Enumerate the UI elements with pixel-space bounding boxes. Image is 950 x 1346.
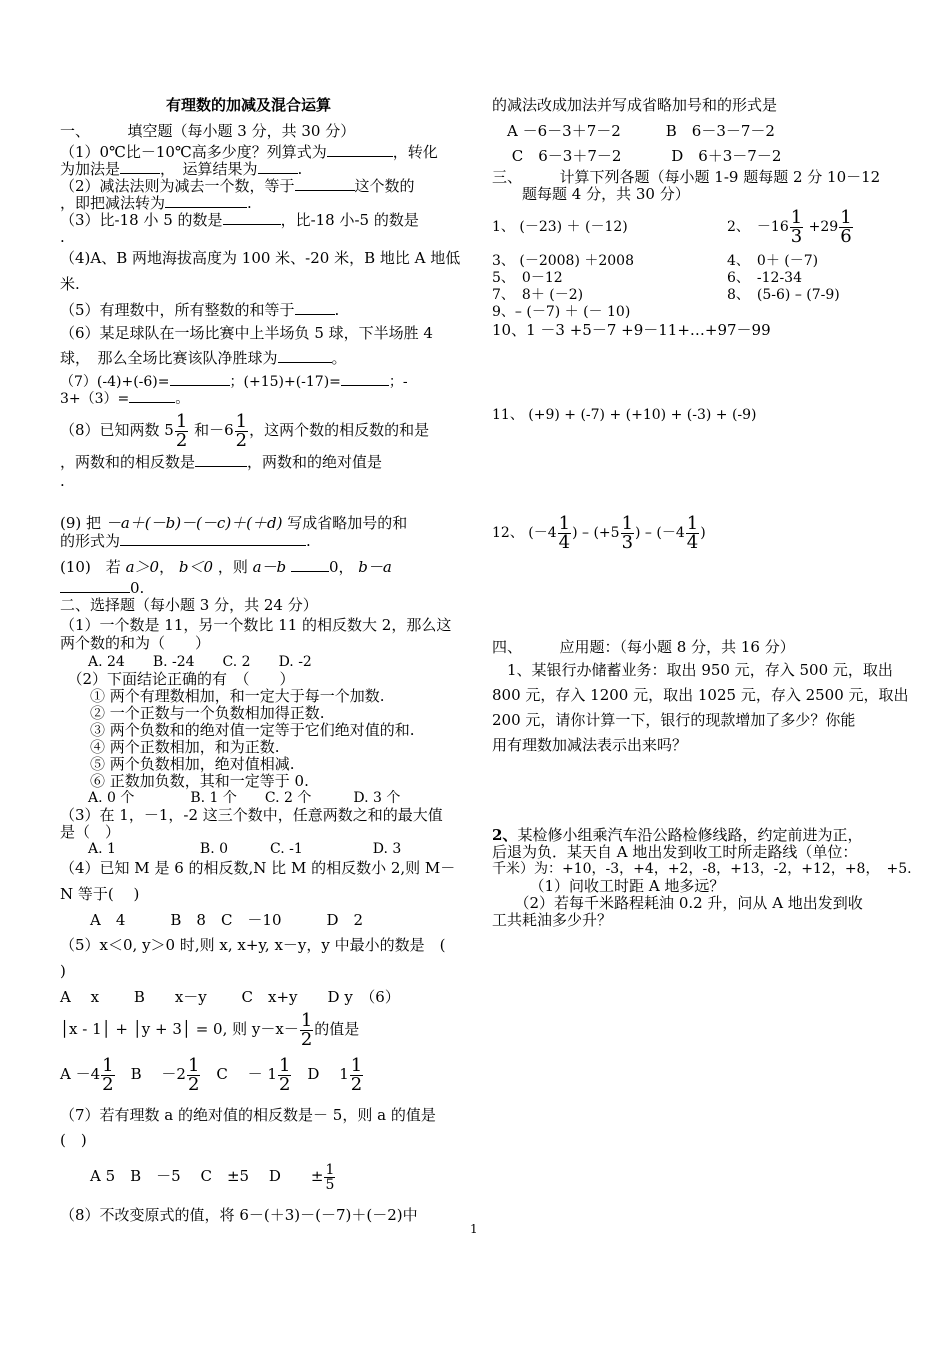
q10-line-2: 0.: [60, 579, 144, 597]
page-title: 有理数的加减及混合运算: [166, 96, 332, 114]
c2-item-2: ② 一个正数与一个负数相加得正数.: [60, 704, 325, 722]
section-4-heading: 四、 应用题：（每小题 8 分，共 16 分）: [492, 638, 795, 656]
c4-line-2: N 等于( ): [60, 885, 140, 903]
app-2-line-4: （1）问收工时距 A 地多远？: [492, 877, 725, 895]
fraction-one-half: $\frac{1}{2}$: [187, 1054, 200, 1095]
c2-options: A. 0 个 B. 1 个 C. 2 个 D. 3 个: [60, 790, 401, 806]
app-1-line-4: 用有理数加减法表示出来吗？: [492, 736, 688, 754]
c3-options: A. 1 B. 0 C. -1 D. 3: [60, 841, 402, 857]
q8-line-1: （8）已知两数 5 $\frac{1}{2}$ 和－6 $\frac{1}{2}$ ，这两个数的相反数的和是: [60, 410, 430, 451]
problem-10: 10、1 －3 +5－7 +9－11+…+97－99: [492, 321, 771, 339]
q2-line-2: ，即把减法转为 .: [60, 194, 252, 212]
c8-options-ab: A －6－3＋7－2 B 6－3－7－2: [492, 122, 775, 140]
problem-9: 9、– (－7) ＋ (－ 10): [492, 304, 631, 320]
q9-line-2: 的形式为 .: [60, 532, 311, 550]
fraction-one-half: $\frac{1}{2}$: [175, 410, 188, 451]
fraction-one-half: $\frac{1}{2}$: [235, 410, 248, 451]
app-2-line-1: 2、某检修小组乘汽车沿公路检修线路，约定前进为正，: [492, 826, 863, 844]
q9-line-1: (9) 把 －a＋(－b)－(－c)＋(＋d) 写成省略加号的和: [60, 514, 408, 532]
fraction-one-sixth: $\frac{1}{6}$: [840, 206, 852, 247]
fraction-one-half: $\frac{1}{2}$: [102, 1054, 114, 1095]
c5-line-1: （5）x＜0, y＞0 时,则 x, x+y, x－y，y 中最小的数是 (: [60, 936, 446, 954]
fraction-one-fifth: $\frac{1}{5}$: [325, 1161, 335, 1193]
c3-line-2: 是（ ）: [60, 823, 121, 841]
c2-item-3: ③ 两个负数和的绝对值一定等于它们绝对值的和.: [60, 721, 415, 739]
q1-line-1: （1）0℃比－10℃高多少度？列算式为 ，转化: [60, 143, 438, 161]
q3-line-2: .: [60, 228, 65, 246]
fraction-one-third: $\frac{1}{3}$: [790, 206, 803, 247]
q6-line-1: （6）某足球队在一场比赛中上半场负 5 球，下半场胜 4: [60, 324, 433, 342]
problem-7: 7、 8＋ (－2): [492, 287, 584, 303]
c6-expression: │x - 1│ + │y + 3│ = 0, 则 y－x－ $\frac{1}{2}$ 的值是: [60, 1009, 360, 1050]
c4-options: A 4 B 8 C －10 D 2: [60, 911, 364, 929]
c5-options: A x B x－y C x+y D y （6）: [60, 988, 400, 1006]
problem-5: 5、 0－12: [492, 270, 563, 286]
c2-item-6: ⑥ 正数加负数，其和一定等于 0.: [60, 772, 309, 790]
app-1-line-2: 800 元，存入 1200 元，取出 1025 元，存入 2500 元，取出: [492, 686, 909, 704]
q7-line-1: （7）(-4)+(-6)= ；(+15)+(-17)= ；-: [60, 374, 408, 390]
section-1-heading: 一、 填空题（每小题 3 分，共 30 分）: [60, 122, 356, 140]
fraction-one-third: $\frac{1}{3}$: [621, 512, 634, 553]
app-1-line-1: 1、某银行办储蓄业务：取出 950 元，存入 500 元，取出: [492, 661, 893, 679]
app-1-line-3: 200 元，请你计算一下，银行的现款增加了多少？你能: [492, 711, 856, 729]
problem-3: 3、 (－2008) ＋2008: [492, 253, 634, 269]
problem-1: 1、 (－23) ＋ (－12): [492, 219, 628, 235]
problem-6: 6、 -12-34: [727, 270, 802, 286]
c8-options-cd: C 6－3＋7－2 D 6＋3－7－2: [492, 147, 782, 165]
fraction-one-half: $\frac{1}{2}$: [350, 1054, 363, 1095]
c7-options: A 5 B －5 C ±5 D ± $\frac{1}{5}$: [60, 1161, 335, 1193]
q7-line-2: 3+（3）= 。: [60, 391, 190, 407]
q2-line-1: （2）减法法则为减去一个数，等于 这个数的: [60, 177, 415, 195]
app-2-line-3: 千米）为：+10，-3，+4，+2，-8，+13，-2，+12，+8， +5.: [492, 861, 912, 877]
page-number: 1: [470, 1222, 478, 1236]
c6-options: A －4 $\frac{1}{2}$ B －2 $\frac{1}{2}$ C － 1 $\frac{1}{2}$ D 1 $\frac{1}{2}$: [60, 1054, 363, 1095]
fraction-one-half: $\frac{1}{2}$: [278, 1054, 291, 1095]
c2-item-4: ④ 两个正数相加，和为正数.: [60, 738, 280, 756]
c8-line-1: （8）不改变原式的值，将 6－(＋3)－(－7)＋(－2)中: [60, 1206, 418, 1224]
q1-line-2: 为加法是 ， 运算结果为 .: [60, 160, 303, 178]
problem-4: 4、 0＋ (－7): [727, 253, 819, 269]
q10-line-1: (10) 若 a＞0， b＜0 ，则 a－b 0， b－a: [60, 558, 392, 576]
q5: （5）有理数中，所有整数的和等于 .: [60, 301, 340, 319]
c1-options: A. 24 B. -24 C. 2 D. -2: [60, 654, 312, 670]
c8-line-2: 的减法改成加法并写成省略加号和的形式是: [492, 96, 778, 114]
app-2-line-6: 工共耗油多少升？: [492, 911, 613, 929]
c1-line-2: 两个数的和为（ ）: [60, 634, 211, 652]
q8-line-3: .: [60, 472, 65, 490]
c4-line-1: （4）已知 M 是 6 的相反数,N 比 M 的相反数小 2,则 M－: [60, 859, 456, 877]
c7-line-1: （7）若有理数 a 的绝对值的相反数是－ 5，则 a 的值是: [60, 1106, 436, 1124]
c3-line-1: （3）在 1，－1，-2 这三个数中，任意两数之和的最大值: [60, 806, 443, 824]
problem-8: 8、 (5-6) – (7-9): [727, 287, 840, 303]
c5-line-2: ): [60, 962, 66, 980]
q4-line-2: 米.: [60, 275, 80, 293]
section-3-heading-1: 三、 计算下列各题（每小题 1-9 题每题 2 分 10－12: [492, 168, 881, 186]
problem-2: 2、 －16 $\frac{1}{3}$ +29 $\frac{1}{6}$: [727, 206, 852, 247]
c2-stem: （2）下面结论正确的有 （ ）: [60, 670, 295, 688]
q4-line-1: （4)A、B 两地海拔高度为 100 米、-20 米，B 地比 A 地低: [60, 249, 461, 267]
problem-11: 11、 (+9) + (-7) + (+10) + (-3) + (-9): [492, 407, 757, 423]
fraction-one-fourth: $\frac{1}{4}$: [558, 512, 571, 553]
section-2-heading: 二、选择题（每小题 3 分，共 24 分）: [60, 596, 318, 614]
q6-line-2: 球， 那么全场比赛该队净胜球为 。: [60, 349, 347, 367]
fraction-one-fourth: $\frac{1}{4}$: [686, 512, 699, 553]
c2-item-5: ⑤ 两个负数相加，绝对值相减.: [60, 755, 295, 773]
section-3-heading-2: 题每题 4 分，共 30 分）: [492, 185, 690, 203]
c1-line-1: （1）一个数是 11，另一个数比 11 的相反数大 2，那么这: [60, 616, 452, 634]
q8-line-2: ，两数和的相反数是 ，两数和的绝对值是: [60, 453, 383, 471]
problem-12: 12、 (－4 $\frac{1}{4}$ ) – (+5 $\frac{1}{3}$ ) – (－4 $\frac{1}{4}$ ): [492, 512, 706, 553]
q3-line-1: （3）比-18 小 5 的数是 ，比-18 小-5 的数是: [60, 211, 419, 229]
c2-item-1: ① 两个有理数相加，和一定大于每一个加数.: [60, 687, 385, 705]
app-2-line-5: （2）若每千米路程耗油 0.2 升，问从 A 地出发到收: [492, 894, 863, 912]
fraction-one-half: $\frac{1}{2}$: [300, 1009, 313, 1050]
app-2-line-2: 后退为负．某天自 A 地出发到收工时所走路线（单位：: [492, 843, 858, 861]
c7-line-2: ( ): [60, 1131, 87, 1149]
